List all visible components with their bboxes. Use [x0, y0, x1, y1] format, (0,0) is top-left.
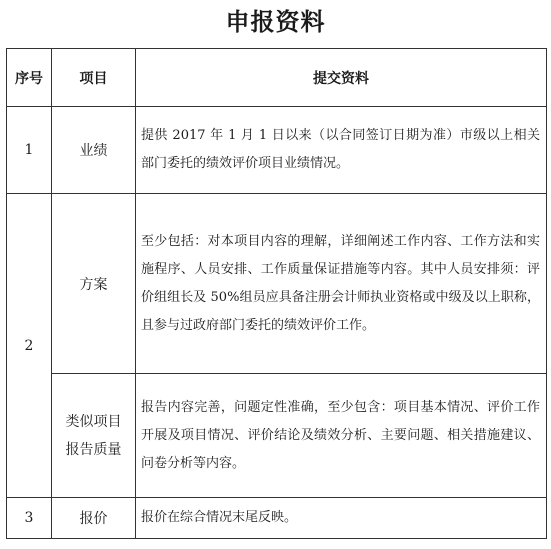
row-content: 至少包括：对本项目内容的理解，详细阐述工作内容、工作方法和实施程序、人员安排、工作质量保证措施等内容。其中人员安排须：评价组组长及 50%组员应具备注册会计师执业资格或中级及以上职称，且参与过政府部门委托的绩效评价工作。 [136, 194, 547, 374]
row-seq: 3 [7, 498, 52, 539]
table-header-row [7, 49, 547, 107]
row-item-line: 报告质量 [65, 441, 122, 458]
table-row [7, 107, 547, 194]
row-seq: 1 [7, 107, 52, 194]
row-item-line: 类似项目 [65, 413, 122, 430]
row-seq: 2 [7, 194, 52, 498]
header-content: 提交资料 [136, 49, 547, 107]
row-item: 报价 [52, 498, 136, 539]
header-item: 项目 [52, 49, 136, 107]
row-content: 提供 2017 年 1 月 1 日以来（以合同签订日期为准）市级以上相关部门委托的绩效评价项目业绩情况。 [136, 107, 547, 194]
requirements-table [6, 48, 547, 539]
table-row [7, 194, 547, 374]
row-content: 报告内容完善，问题定性准确，至少包含：项目基本情况、评价工作开展及项目情况、评价结论及绩效分析、主要问题、相关措施建议、问卷分析等内容。 [136, 374, 547, 498]
row-item: 业绩 [52, 107, 136, 194]
table-row [7, 374, 547, 498]
document-title: 申报资料 [225, 8, 326, 36]
table-row [7, 498, 547, 539]
row-item [52, 374, 136, 498]
row-item: 方案 [52, 194, 136, 374]
row-content: 报价在综合情况末尾反映。 [136, 498, 547, 539]
header-seq: 序号 [7, 49, 52, 107]
